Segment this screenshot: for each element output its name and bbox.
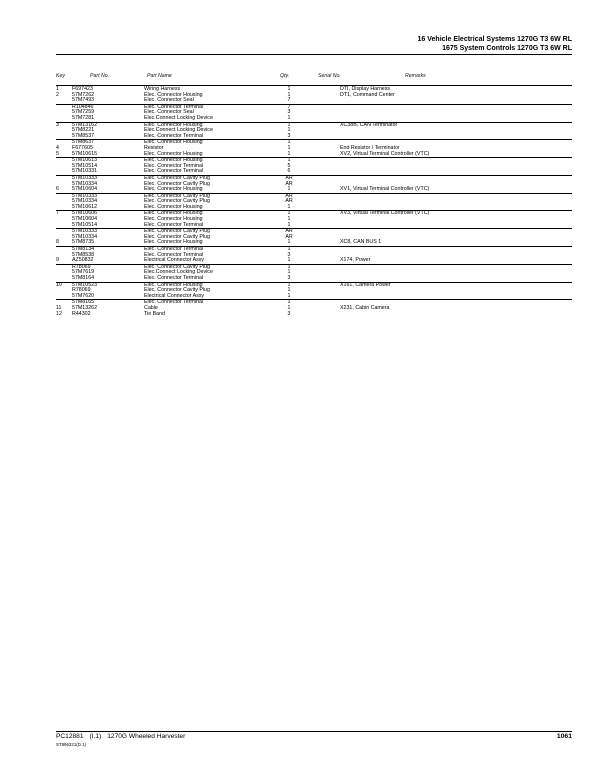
remarks-cell: XV3, Virtual Terminal Controller (VTC) [340, 210, 430, 217]
qty-cell: 1 [287, 299, 291, 306]
remarks-cell: X231, Cabin Camera [340, 304, 390, 311]
part-no-cell: 57M7620 [72, 292, 95, 299]
table-row [56, 282, 572, 289]
subsection-title: 1675 System Controls 1270G T3 6W RL [442, 45, 572, 52]
qty-cell: 1 [287, 91, 291, 98]
qty-cell: 1 [287, 114, 291, 121]
key-cell: 11 [56, 304, 62, 311]
qty-cell: AR [285, 198, 293, 205]
remarks-cell: End Resistor / Terminator [340, 144, 400, 151]
part-name-cell: Cable [144, 304, 158, 311]
qty-cell: 1 [287, 186, 291, 193]
remarks-cell: XV1, Virtual Terminal Controller (VTC) [340, 186, 430, 193]
part-no-cell: F697423 [72, 86, 93, 92]
remarks-cell: DT1, Command Center [340, 91, 395, 98]
qty-cell: 1 [287, 257, 291, 264]
qty-cell: AR [285, 228, 293, 235]
part-name-cell: Elec. Connector Housing [144, 216, 203, 223]
part-name-cell: Elec. Connector Housing [144, 281, 203, 288]
part-no-cell: 57M7619 [72, 269, 95, 276]
part-no-cell: 57M8164 [72, 275, 95, 281]
part-no-cell: 57M10333 [72, 174, 98, 181]
table-row [56, 210, 572, 217]
part-name-cell: Elec. Connector Housing [144, 91, 203, 98]
part-no-cell: 57M10514 [72, 162, 98, 169]
parts-table [56, 87, 572, 317]
part-no-cell: 57M10604 [72, 216, 98, 223]
part-name-cell: Electrical Connector Assy [144, 257, 205, 264]
doc-id: PC12881 [56, 733, 84, 740]
part-name-cell: Elec. Connector Cavity Plug [144, 263, 210, 270]
part-name-cell: Tie Band [144, 310, 166, 317]
part-name-cell: Elec. Connector Housing [144, 186, 203, 193]
key-cell: 7 [56, 210, 59, 217]
qty-cell: 3 [287, 275, 291, 281]
part-no-cell: 57M10334 [72, 198, 98, 205]
part-name-cell: Elec. Connector Terminal [144, 168, 204, 175]
qty-cell: 3 [287, 109, 291, 116]
qty-cell: 1 [287, 150, 291, 157]
key-cell: 12 [56, 310, 62, 317]
part-name-cell: Elec. Connector Seal [144, 109, 194, 116]
part-no-cell: 57M8735 [72, 239, 95, 246]
part-no-cell: 57M10613 [72, 157, 98, 164]
part-name-cell: Elec. Connector Seal [144, 97, 194, 104]
qty-cell: 1 [287, 239, 291, 246]
qty-cell: AR [285, 174, 293, 181]
key-cell: 10 [56, 281, 62, 288]
doc-revision: (I.1) [89, 733, 102, 740]
qty-cell: 3 [287, 132, 291, 139]
qty-cell: 1 [287, 263, 291, 270]
remarks-cell: XC38B, CAN Terminator [340, 121, 398, 128]
sub-doc-id: ST896321(D.1) [56, 742, 87, 747]
part-no-cell: 57M8538 [72, 251, 95, 258]
part-no-cell: 57M10604 [72, 186, 98, 193]
part-name-cell: Elec. Connector Cavity Plug [144, 192, 210, 199]
qty-cell: 1 [287, 210, 291, 217]
part-no-cell: 57M7493 [72, 97, 95, 104]
part-no-cell: 57M10612 [72, 203, 98, 210]
table-row [56, 157, 572, 164]
part-no-cell: 57M8134 [72, 246, 95, 253]
footer-divider [56, 731, 572, 732]
table-row [56, 122, 572, 129]
qty-cell: 1 [287, 292, 291, 299]
remarks-cell: XC8, CAN BUS 1 [340, 239, 382, 246]
part-no-cell: 57M10514 [72, 221, 98, 228]
qty-cell: 1 [287, 144, 291, 151]
product-name: 1270G Wheeled Harvester [107, 733, 186, 740]
page-number: 1061 [556, 733, 572, 740]
part-no-cell: 57M10606 [72, 210, 98, 217]
key-cell: 1 [56, 86, 59, 92]
key-cell: 5 [56, 150, 59, 157]
part-name-cell: Elec. Connector Housing [144, 210, 203, 217]
qty-cell: 1 [287, 121, 291, 128]
qty-cell: 7 [287, 97, 291, 104]
part-no-cell: 57M7262 [72, 91, 95, 98]
key-cell: 9 [56, 257, 59, 264]
part-name-cell: Elec. Connector Terminal [144, 251, 204, 258]
table-row [56, 193, 572, 200]
part-name-cell: Elec. Connector Cavity Plug [144, 180, 210, 187]
qty-cell: 1 [287, 281, 291, 288]
key-cell: 8 [56, 239, 59, 246]
part-no-cell: 57M8637 [72, 139, 95, 146]
qty-cell: 1 [287, 287, 291, 294]
key-cell: 4 [56, 144, 59, 151]
qty-cell: 5 [287, 162, 291, 169]
qty-cell: AR [285, 180, 293, 187]
qty-cell: 1 [287, 221, 291, 228]
qty-cell: 3 [287, 251, 291, 258]
part-name-cell: Resistor [144, 144, 164, 151]
column-header-part-no: Part No. [90, 73, 110, 79]
footer-info [56, 733, 191, 741]
part-no-cell: 57M10615 [72, 150, 98, 157]
part-no-cell: R44302 [72, 310, 91, 317]
qty-cell: 7 [287, 103, 291, 110]
table-row [56, 228, 572, 235]
qty-cell: 1 [287, 157, 291, 164]
part-no-cell: 57M8221 [72, 127, 95, 134]
qty-cell: AR [285, 192, 293, 199]
table-row [56, 264, 572, 271]
part-name-cell: Elec.Connect Locking Device [144, 114, 213, 121]
part-name-cell: Elec. Connector Terminal [144, 275, 204, 281]
part-name-cell: Elec. Connector Terminal [144, 299, 204, 306]
part-no-cell: R78069 [72, 287, 91, 294]
part-no-cell: AZ50832 [72, 257, 94, 264]
part-name-cell: Elec.Connect Locking Device [144, 127, 213, 134]
part-no-cell: F677605 [72, 144, 93, 151]
part-name-cell: Elec. Connector Terminal [144, 132, 204, 139]
part-no-cell: 57M10334 [72, 180, 98, 187]
part-name-cell: Elec. Connector Housing [144, 157, 203, 164]
part-no-cell: 57M10331 [72, 168, 98, 175]
part-no-cell: 57M10523 [72, 281, 98, 288]
qty-cell: 1 [287, 139, 291, 146]
part-name-cell: Elec. Connector Terminal [144, 103, 204, 110]
part-no-cell: 57M7259 [72, 109, 95, 116]
key-cell: 2 [56, 91, 59, 98]
part-name-cell: Elec. Connector Housing [144, 239, 203, 246]
part-no-cell: R104846 [72, 103, 94, 110]
key-cell: 6 [56, 186, 59, 193]
part-no-cell: 57M10334 [72, 233, 98, 240]
header-divider [56, 54, 572, 55]
part-name-cell: Elec. Connector Cavity Plug [144, 198, 210, 205]
part-name-cell: Elec.Connect Locking Device [144, 269, 213, 276]
qty-cell: 1 [287, 269, 291, 276]
table-row [56, 139, 572, 146]
qty-cell: 1 [287, 203, 291, 210]
part-no-cell: 57M13162 [72, 121, 98, 128]
part-no-cell: 57M7281 [72, 114, 95, 121]
part-name-cell: Elec. Connector Housing [144, 139, 203, 146]
part-no-cell: R78069 [72, 263, 91, 270]
part-name-cell: Elec. Connector Cavity Plug [144, 228, 210, 235]
qty-cell: 3 [287, 310, 291, 317]
qty-cell: 1 [287, 304, 291, 311]
part-name-cell: Elec. Connector Housing [144, 203, 203, 210]
part-name-cell: Elec. Connector Terminal [144, 162, 204, 169]
part-name-cell: Electrical Connector Assy [144, 292, 205, 299]
part-no-cell: 57M10333 [72, 228, 98, 235]
part-name-cell: Elec. Connector Cavity Plug [144, 233, 210, 240]
column-header-remarks: Remarks [405, 73, 426, 79]
part-name-cell: Wiring Harness [144, 86, 181, 92]
qty-cell: AR [285, 233, 293, 240]
qty-cell: 1 [287, 86, 291, 92]
table-row [56, 312, 572, 318]
column-header-part-name: Part Name [147, 73, 172, 79]
part-name-cell: Elec. Connector Housing [144, 150, 203, 157]
table-header-divider [56, 85, 572, 86]
part-name-cell: Elec. Connector Terminal [144, 221, 204, 228]
part-name-cell: Elec. Connector Housing [144, 121, 203, 128]
part-no-cell: 57M13262 [72, 304, 98, 311]
table-row [56, 175, 572, 182]
key-cell: 3 [56, 121, 59, 128]
qty-cell: 6 [287, 168, 291, 175]
part-name-cell: Elec. Connector Cavity Plug [144, 287, 210, 294]
remarks-cell: X161, Camera Power [340, 281, 391, 288]
table-row [56, 246, 572, 253]
part-no-cell: 57M8165 [72, 299, 95, 306]
part-no-cell: 57M8537 [72, 132, 95, 139]
part-name-cell: Elec. Connector Cavity Plug [144, 174, 210, 181]
column-header-qty: Qty. [280, 73, 290, 79]
remarks-cell: X174, Power [340, 257, 371, 264]
table-row [56, 299, 572, 306]
part-no-cell: 57M10333 [72, 192, 98, 199]
section-title: 16 Vehicle Electrical Systems 1270G T3 6W RL [417, 36, 572, 43]
remarks-cell: DTI, Display Harness [340, 86, 391, 92]
part-name-cell: Elec. Connector Terminal [144, 246, 204, 253]
qty-cell: 1 [287, 127, 291, 134]
qty-cell: 1 [287, 246, 291, 253]
table-row [56, 104, 572, 111]
column-header-key: Key [56, 73, 65, 79]
column-header-serial-no: Serial No. [318, 73, 341, 79]
qty-cell: 1 [287, 216, 291, 223]
remarks-cell: XV2, Virtual Terminal Controller (VTC) [340, 150, 430, 157]
